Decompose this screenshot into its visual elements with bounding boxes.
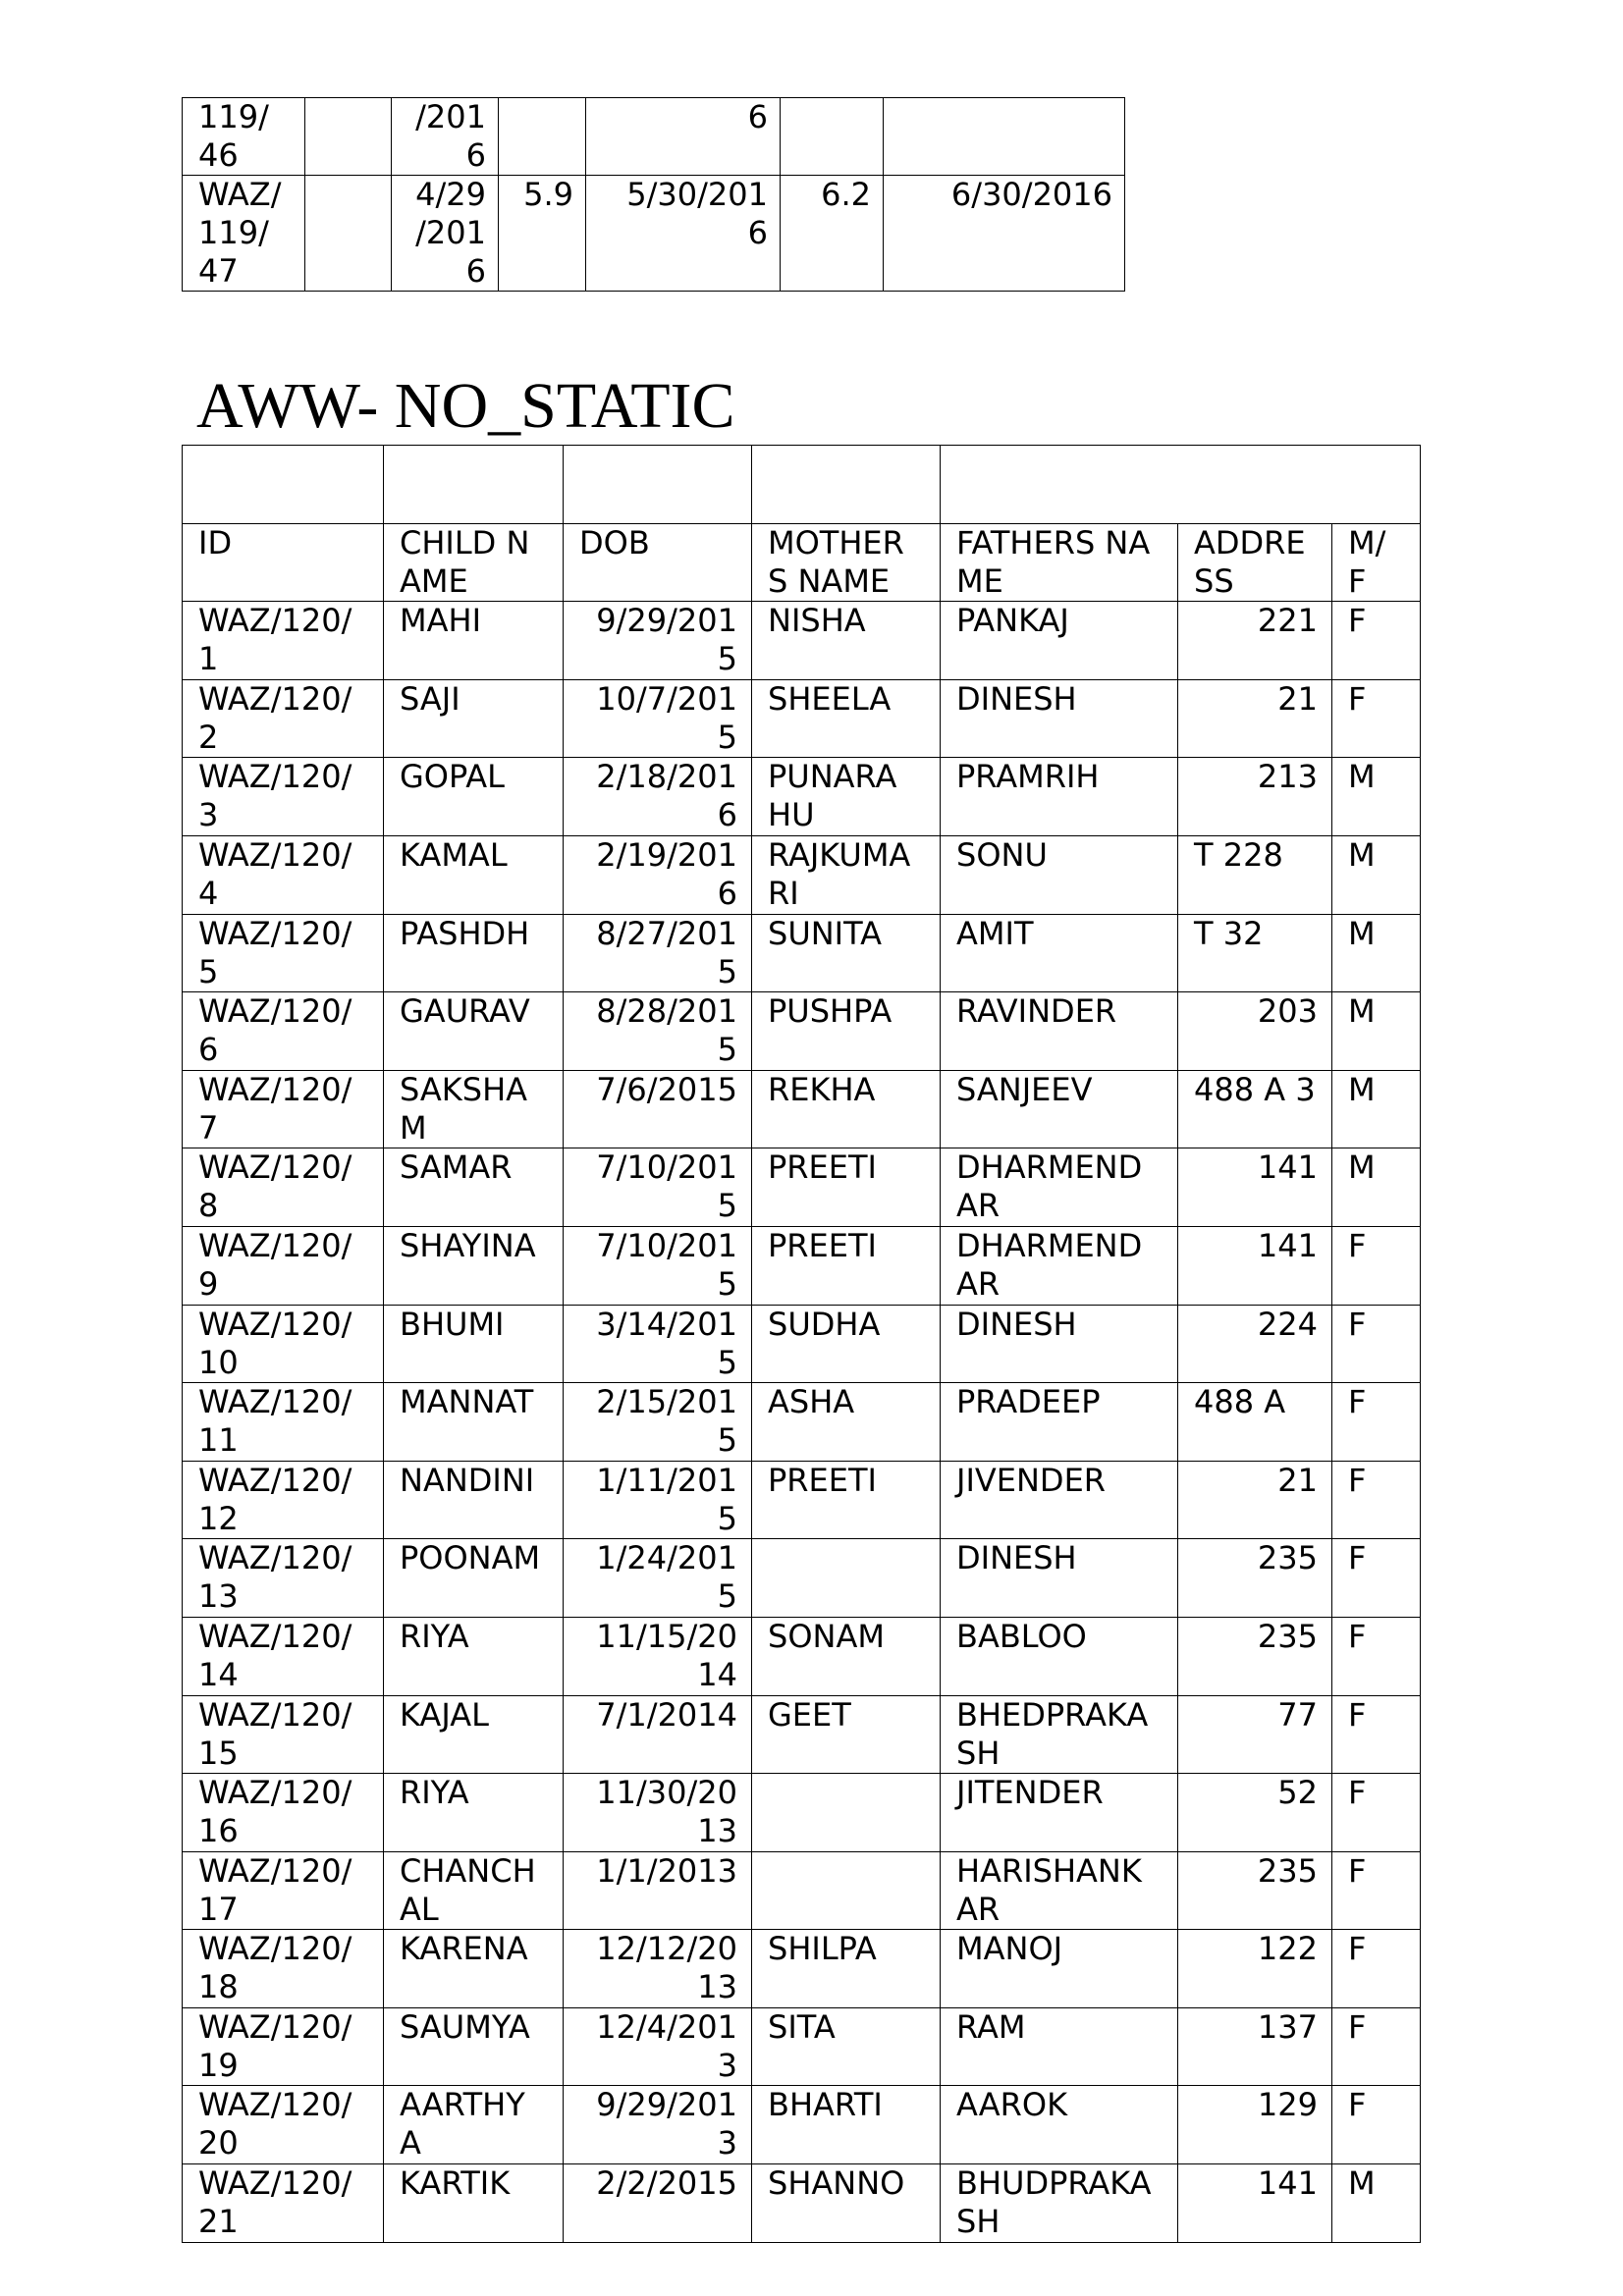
- cell-gender: F: [1332, 679, 1421, 758]
- cell-fathers-name: PRADEEP: [941, 1383, 1178, 1462]
- cell-dob: 7/10/201 5: [564, 1148, 752, 1227]
- cell-child-name: POONAM: [384, 1539, 564, 1618]
- cell-child-name: SAKSHA M: [384, 1070, 564, 1148]
- cell-mothers-name: [752, 1851, 941, 1930]
- cell-mothers-name: RAJKUMA RI: [752, 835, 941, 914]
- table-row: [183, 1774, 1421, 1852]
- cell-mothers-name: ASHA: [752, 1383, 941, 1462]
- table-cell: WAZ/ 119/ 47: [183, 176, 305, 292]
- cell-address: 21: [1178, 1461, 1332, 1539]
- table-row: [183, 992, 1421, 1071]
- table-row: [183, 758, 1421, 836]
- cell-id: WAZ/120/ 10: [183, 1305, 384, 1383]
- cell-mothers-name: SHEELA: [752, 679, 941, 758]
- table-row: [183, 176, 1125, 292]
- cell-child-name: AARTHY A: [384, 2086, 564, 2164]
- cell-fathers-name: BHEDPRAKA SH: [941, 1695, 1178, 1774]
- cell-address: 141: [1178, 2164, 1332, 2243]
- cell-gender: M: [1332, 2164, 1421, 2243]
- cell-dob: 7/10/201 5: [564, 1226, 752, 1305]
- cell-id: WAZ/120/ 11: [183, 1383, 384, 1462]
- section-heading: AWW- NO_STATIC: [196, 370, 735, 442]
- cell-mothers-name: PUNARA HU: [752, 758, 941, 836]
- table-row: [183, 2164, 1421, 2243]
- cell-gender: F: [1332, 1851, 1421, 1930]
- cell-id: WAZ/120/ 13: [183, 1539, 384, 1618]
- cell-dob: 2/2/2015: [564, 2164, 752, 2243]
- cell-dob: 2/18/201 6: [564, 758, 752, 836]
- cell-address: 122: [1178, 1930, 1332, 2008]
- cell-dob: 7/1/2014: [564, 1695, 752, 1774]
- blank-header-row: [183, 446, 1421, 524]
- cell-fathers-name: RAVINDER: [941, 992, 1178, 1071]
- cell-address: T 32: [1178, 914, 1332, 992]
- header-address: ADDRE SS: [1178, 523, 1332, 602]
- cell-gender: F: [1332, 1930, 1421, 2008]
- cell-address: 52: [1178, 1774, 1332, 1852]
- header-mothers-name: MOTHER S NAME: [752, 523, 941, 602]
- cell-child-name: KAJAL: [384, 1695, 564, 1774]
- cell-id: WAZ/120/ 14: [183, 1617, 384, 1695]
- cell-address: 21: [1178, 679, 1332, 758]
- cell-address: 224: [1178, 1305, 1332, 1383]
- cell-id: WAZ/120/ 9: [183, 1226, 384, 1305]
- cell-mothers-name: PREETI: [752, 1226, 941, 1305]
- cell-gender: F: [1332, 1383, 1421, 1462]
- cell-mothers-name: GEET: [752, 1695, 941, 1774]
- cell-fathers-name: DINESH: [941, 1305, 1178, 1383]
- cell-child-name: BHUMI: [384, 1305, 564, 1383]
- cell-child-name: MANNAT: [384, 1383, 564, 1462]
- table-row: [183, 1070, 1421, 1148]
- cell-gender: F: [1332, 1305, 1421, 1383]
- cell-child-name: RIYA: [384, 1617, 564, 1695]
- cell-child-name: SHAYINA: [384, 1226, 564, 1305]
- cell-child-name: PASHDH: [384, 914, 564, 992]
- cell-gender: M: [1332, 1148, 1421, 1227]
- cell-fathers-name: DHARMEND AR: [941, 1226, 1178, 1305]
- header-gender: M/ F: [1332, 523, 1421, 602]
- cell-id: WAZ/120/ 2: [183, 679, 384, 758]
- blank-merged-cell: [941, 446, 1421, 524]
- cell-id: WAZ/120/ 4: [183, 835, 384, 914]
- table-cell: 5.9: [499, 176, 586, 292]
- table-cell: [884, 98, 1125, 176]
- cell-fathers-name: BABLOO: [941, 1617, 1178, 1695]
- cell-fathers-name: JITENDER: [941, 1774, 1178, 1852]
- cell-dob: 11/30/20 13: [564, 1774, 752, 1852]
- header-dob: DOB: [564, 523, 752, 602]
- cell-mothers-name: SONAM: [752, 1617, 941, 1695]
- cell-gender: F: [1332, 1226, 1421, 1305]
- cell-child-name: SAMAR: [384, 1148, 564, 1227]
- cell-dob: 9/29/201 3: [564, 2086, 752, 2164]
- cell-dob: 2/15/201 5: [564, 1383, 752, 1462]
- cell-fathers-name: HARISHANK AR: [941, 1851, 1178, 1930]
- table-cell: 5/30/201 6: [586, 176, 781, 292]
- cell-gender: F: [1332, 1461, 1421, 1539]
- cell-dob: 1/11/201 5: [564, 1461, 752, 1539]
- cell-child-name: NANDINI: [384, 1461, 564, 1539]
- table-row: [183, 1226, 1421, 1305]
- cell-fathers-name: JIVENDER: [941, 1461, 1178, 1539]
- cell-fathers-name: AAROK: [941, 2086, 1178, 2164]
- cell-id: WAZ/120/ 15: [183, 1695, 384, 1774]
- cell-mothers-name: PREETI: [752, 1461, 941, 1539]
- cell-child-name: CHANCH AL: [384, 1851, 564, 1930]
- cell-child-name: GOPAL: [384, 758, 564, 836]
- cell-id: WAZ/120/ 6: [183, 992, 384, 1071]
- cell-address: 213: [1178, 758, 1332, 836]
- cell-id: WAZ/120/ 16: [183, 1774, 384, 1852]
- header-id: ID: [183, 523, 384, 602]
- cell-child-name: KAMAL: [384, 835, 564, 914]
- table-row: [183, 1930, 1421, 2008]
- children-register-table: [182, 445, 1421, 2243]
- cell-id: WAZ/120/ 20: [183, 2086, 384, 2164]
- cell-mothers-name: PREETI: [752, 1148, 941, 1227]
- table-cell: [305, 176, 392, 292]
- cell-mothers-name: SHILPA: [752, 1930, 941, 2008]
- cell-address: 488 A 3: [1178, 1070, 1332, 1148]
- table-row: [183, 1851, 1421, 1930]
- table-row: [183, 1305, 1421, 1383]
- cell-fathers-name: BHUDPRAKA SH: [941, 2164, 1178, 2243]
- cell-fathers-name: SONU: [941, 835, 1178, 914]
- cell-mothers-name: REKHA: [752, 1070, 941, 1148]
- cell-address: 141: [1178, 1148, 1332, 1227]
- table-row: [183, 1695, 1421, 1774]
- cell-dob: 1/1/2013: [564, 1851, 752, 1930]
- cell-id: WAZ/120/ 18: [183, 1930, 384, 2008]
- cell-mothers-name: BHARTI: [752, 2086, 941, 2164]
- cell-dob: 1/24/201 5: [564, 1539, 752, 1618]
- cell-fathers-name: PANKAJ: [941, 602, 1178, 680]
- cell-fathers-name: DINESH: [941, 1539, 1178, 1618]
- cell-gender: F: [1332, 1695, 1421, 1774]
- table-row: [183, 98, 1125, 176]
- cell-dob: 8/27/201 5: [564, 914, 752, 992]
- cell-gender: M: [1332, 992, 1421, 1071]
- cell-id: WAZ/120/ 21: [183, 2164, 384, 2243]
- table-cell: 6/30/2016: [884, 176, 1125, 292]
- table-row: [183, 1539, 1421, 1618]
- cell-address: 488 A: [1178, 1383, 1332, 1462]
- table-cell: 119/ 46: [183, 98, 305, 176]
- cell-mothers-name: [752, 1539, 941, 1618]
- cell-dob: 10/7/201 5: [564, 679, 752, 758]
- cell-child-name: RIYA: [384, 1774, 564, 1852]
- cell-gender: F: [1332, 1617, 1421, 1695]
- table-cell: 6.2: [781, 176, 884, 292]
- table-cell: 6: [586, 98, 781, 176]
- cell-mothers-name: SUNITA: [752, 914, 941, 992]
- cell-child-name: SAUMYA: [384, 2007, 564, 2086]
- header-fathers-name: FATHERS NAME: [941, 523, 1178, 602]
- cell-id: WAZ/120/ 12: [183, 1461, 384, 1539]
- cell-address: 137: [1178, 2007, 1332, 2086]
- previous-table-continuation: [182, 97, 1125, 292]
- cell-address: 141: [1178, 1226, 1332, 1305]
- table-cell: [499, 98, 586, 176]
- cell-fathers-name: MANOJ: [941, 1930, 1178, 2008]
- cell-id: WAZ/120/ 17: [183, 1851, 384, 1930]
- header-row: [183, 523, 1421, 602]
- cell-dob: 3/14/201 5: [564, 1305, 752, 1383]
- cell-child-name: KARENA: [384, 1930, 564, 2008]
- cell-id: WAZ/120/ 7: [183, 1070, 384, 1148]
- blank-cell: [183, 446, 384, 524]
- table-row: [183, 2086, 1421, 2164]
- cell-dob: 12/4/201 3: [564, 2007, 752, 2086]
- cell-dob: 8/28/201 5: [564, 992, 752, 1071]
- cell-fathers-name: PRAMRIH: [941, 758, 1178, 836]
- cell-id: WAZ/120/ 1: [183, 602, 384, 680]
- cell-address: T 228: [1178, 835, 1332, 914]
- cell-dob: 7/6/2015: [564, 1070, 752, 1148]
- cell-dob: 2/19/201 6: [564, 835, 752, 914]
- cell-fathers-name: AMIT: [941, 914, 1178, 992]
- table-row: [183, 2007, 1421, 2086]
- cell-gender: F: [1332, 2086, 1421, 2164]
- cell-mothers-name: PUSHPA: [752, 992, 941, 1071]
- cell-gender: F: [1332, 1774, 1421, 1852]
- table-row: [183, 1148, 1421, 1227]
- table-row: [183, 1617, 1421, 1695]
- cell-gender: M: [1332, 1070, 1421, 1148]
- cell-id: WAZ/120/ 3: [183, 758, 384, 836]
- cell-mothers-name: SHANNO: [752, 2164, 941, 2243]
- cell-child-name: MAHI: [384, 602, 564, 680]
- table-cell: [781, 98, 884, 176]
- blank-cell: [752, 446, 941, 524]
- cell-address: 235: [1178, 1617, 1332, 1695]
- cell-id: WAZ/120/ 19: [183, 2007, 384, 2086]
- cell-dob: 11/15/20 14: [564, 1617, 752, 1695]
- cell-address: 203: [1178, 992, 1332, 1071]
- cell-gender: F: [1332, 2007, 1421, 2086]
- table-cell: [305, 98, 392, 176]
- cell-mothers-name: SITA: [752, 2007, 941, 2086]
- table-row: [183, 1461, 1421, 1539]
- cell-gender: M: [1332, 914, 1421, 992]
- table-cell: /201 6: [392, 98, 499, 176]
- cell-dob: 9/29/201 5: [564, 602, 752, 680]
- cell-mothers-name: NISHA: [752, 602, 941, 680]
- cell-address: 77: [1178, 1695, 1332, 1774]
- header-child-name: CHILD NAME: [384, 523, 564, 602]
- blank-cell: [564, 446, 752, 524]
- table-row: [183, 835, 1421, 914]
- table-row: [183, 914, 1421, 992]
- table-row: [183, 679, 1421, 758]
- cell-address: 129: [1178, 2086, 1332, 2164]
- cell-address: 235: [1178, 1539, 1332, 1618]
- cell-fathers-name: RAM: [941, 2007, 1178, 2086]
- cell-fathers-name: DINESH: [941, 679, 1178, 758]
- cell-gender: F: [1332, 1539, 1421, 1618]
- table-row: [183, 602, 1421, 680]
- cell-child-name: SAJI: [384, 679, 564, 758]
- cell-fathers-name: SANJEEV: [941, 1070, 1178, 1148]
- cell-child-name: KARTIK: [384, 2164, 564, 2243]
- blank-cell: [384, 446, 564, 524]
- cell-address: 235: [1178, 1851, 1332, 1930]
- cell-address: 221: [1178, 602, 1332, 680]
- cell-id: WAZ/120/ 5: [183, 914, 384, 992]
- cell-gender: F: [1332, 602, 1421, 680]
- table-cell: 4/29 /201 6: [392, 176, 499, 292]
- cell-id: WAZ/120/ 8: [183, 1148, 384, 1227]
- cell-dob: 12/12/20 13: [564, 1930, 752, 2008]
- cell-mothers-name: SUDHA: [752, 1305, 941, 1383]
- cell-mothers-name: [752, 1774, 941, 1852]
- cell-gender: M: [1332, 758, 1421, 836]
- table-row: [183, 1383, 1421, 1462]
- cell-fathers-name: DHARMEND AR: [941, 1148, 1178, 1227]
- cell-child-name: GAURAV: [384, 992, 564, 1071]
- cell-gender: M: [1332, 835, 1421, 914]
